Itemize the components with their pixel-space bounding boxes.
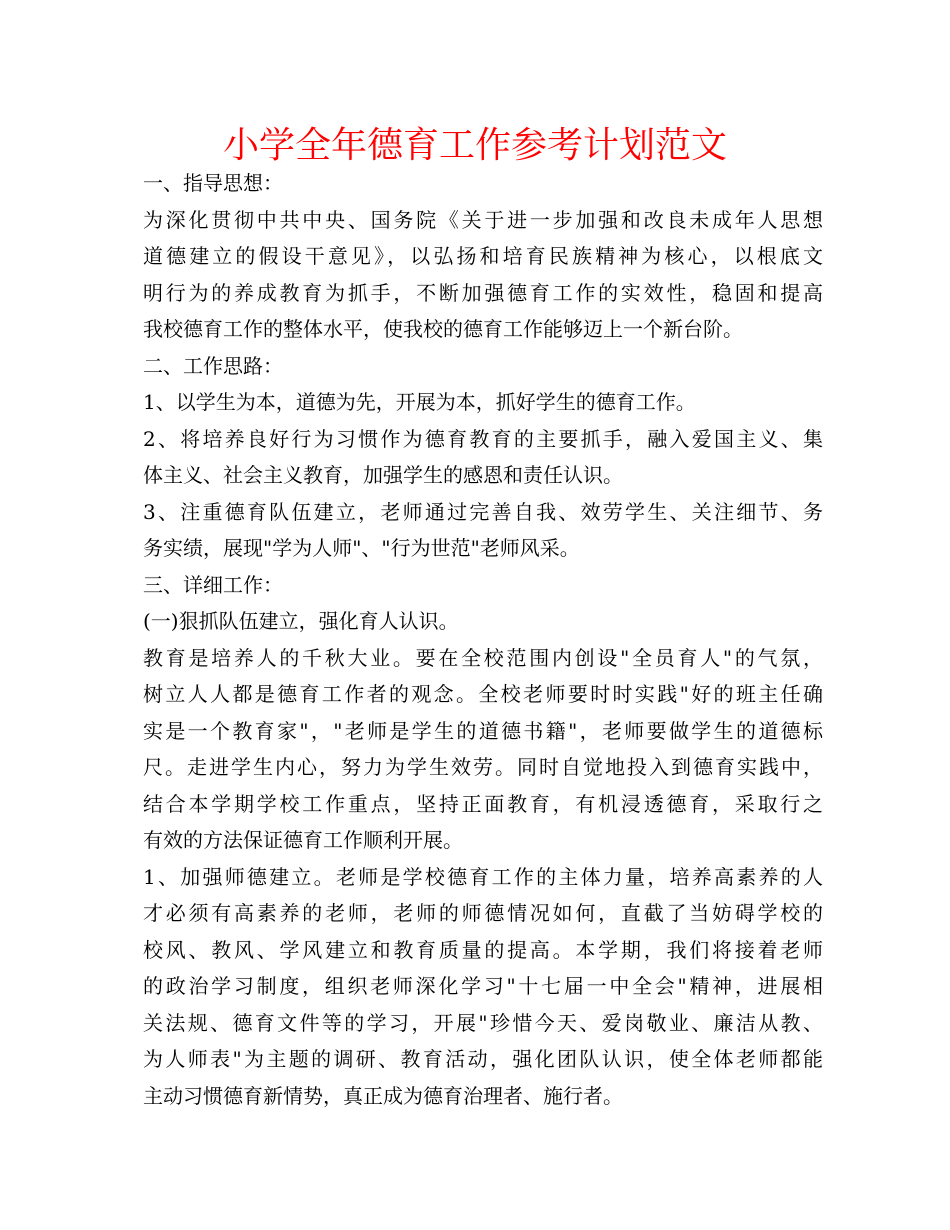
paragraph-line: 的政治学习制度，组织老师深化学习"十七届一中全会"精神，进展相 bbox=[143, 974, 823, 998]
paragraph-line: 实是一个教育家"，"老师是学生的道德书籍"，老师要做学生的道德标 bbox=[143, 718, 823, 743]
paragraph-line: 有效的方法保证德育工作顺利开展。 bbox=[143, 828, 463, 852]
paragraph-line: 三、详细工作： bbox=[143, 572, 283, 597]
paragraph-line: 结合本学期学校工作重点，坚持正面教育，有机浸透德育，采取行之 bbox=[143, 791, 823, 816]
paragraph-line: 树立人人都是德育工作者的观念。全校老师要时时实践"好的班主任确 bbox=[143, 682, 823, 706]
paragraph-line: (一)狠抓队伍建立，强化育人认识。 bbox=[143, 609, 459, 633]
paragraph-line: 明行为的养成教育为抓手，不断加强德育工作的实效性，稳固和提高 bbox=[143, 280, 823, 305]
paragraph-line: 为深化贯彻中共中央、国务院《关于进一步加强和改良未成年人思想 bbox=[143, 207, 823, 232]
paragraph-line: 2、将培养良好行为习惯作为德育教育的主要抓手，融入爱国主义、集 bbox=[143, 426, 823, 451]
paragraph-line: 3、注重德育队伍建立，老师通过完善自我、效劳学生、关注细节、务 bbox=[143, 499, 823, 524]
paragraph-line: 1、加强师德建立。老师是学校德育工作的主体力量，培养高素养的人 bbox=[143, 864, 823, 889]
document-title: 小学全年德育工作参考计划范文 bbox=[222, 125, 727, 166]
paragraph-line: 我校德育工作的整体水平，使我校的德育工作能够迈上一个新台阶。 bbox=[143, 317, 743, 341]
paragraph-line: 体主义、社会主义教育，加强学生的感恩和责任认识。 bbox=[143, 463, 623, 487]
paragraph-line: 二、工作思路： bbox=[143, 353, 283, 378]
paragraph-line: 道德建立的假设干意见》，以弘扬和培育民族精神为核心，以根底文 bbox=[143, 244, 823, 268]
paragraph-line: 教育是培养人的千秋大业。要在全校范围内创设"全员育人"的气氛， bbox=[143, 645, 823, 670]
paragraph-line: 关法规、德育文件等的学习，开展"珍惜今天、爱岗敬业、廉洁从教、 bbox=[143, 1010, 823, 1035]
paragraph-line: 才必须有高素养的老师，老师的师德情况如何，直截了当妨碍学校的 bbox=[143, 901, 823, 925]
paragraph-line: 校风、教风、学风建立和教育质量的提高。本学期，我们将接着老师 bbox=[143, 937, 823, 962]
paragraph-line: 尺。走进学生内心，努力为学生效劳。同时自觉地投入到德育实践中， bbox=[143, 755, 823, 779]
document-body bbox=[143, 165, 823, 1114]
paragraph-line: 为人师表"为主题的调研、教育活动，强化团队认识，使全体老师都能 bbox=[143, 1047, 823, 1071]
paragraph-line: 1、以学生为本，道德为先，开展为本，抓好学生的德育工作。 bbox=[143, 390, 696, 414]
paragraph-line: 主动习惯德育新情势，真正成为德育治理者、施行者。 bbox=[143, 1083, 623, 1108]
paragraph-line: 务实绩，展现"学为人师"、"行为世范"老师风采。 bbox=[143, 536, 580, 560]
paragraph-line: 一、指导思想： bbox=[143, 171, 283, 195]
